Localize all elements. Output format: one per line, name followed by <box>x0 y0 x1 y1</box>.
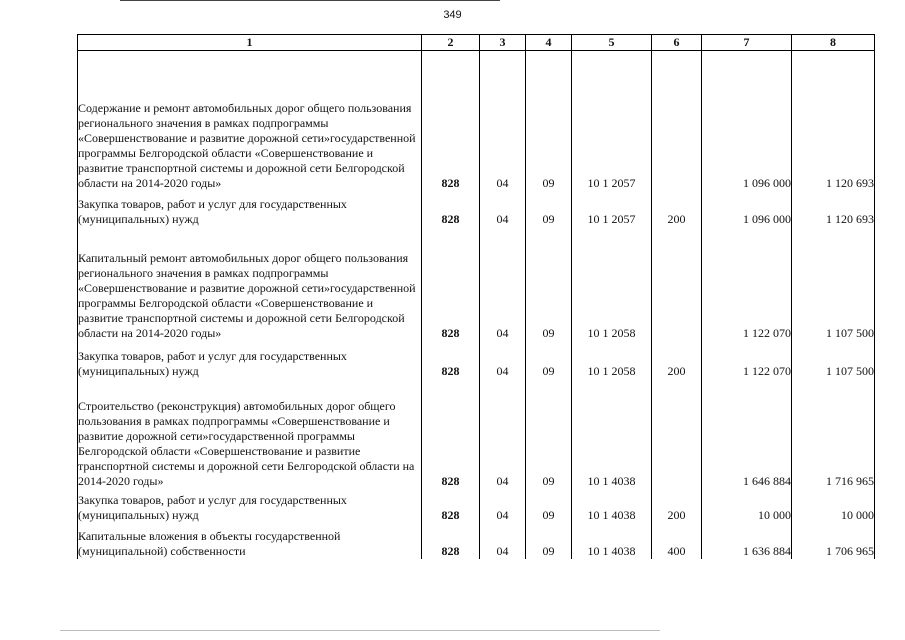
col-header-3: 3 <box>480 35 526 51</box>
row-name: Капитальный ремонт автомобильных дорог общего пользования регионального значения в рамках подпрограммы «Совершенствование и развитие дорожной сети»государственной программы Белгородской области «Совершенствование и развитие транспортной системы и дорожной сети Белгородской области на 2014-2020 годы» <box>78 227 422 341</box>
col-header-7: 7 <box>702 35 792 51</box>
row-kind: 200 <box>652 191 702 227</box>
row-sum-col8: 1 706 965 <box>792 523 875 559</box>
col-header-1: 1 <box>78 35 422 51</box>
row-code: 828 <box>422 489 480 523</box>
row-subsection: 09 <box>526 341 572 379</box>
col-header-4: 4 <box>526 35 572 51</box>
row-sum-col8: 1 107 500 <box>792 227 875 341</box>
table-row <box>78 341 875 379</box>
row-kind <box>652 227 702 341</box>
row-sum-col8: 10 000 <box>792 489 875 523</box>
row-sum-col8: 1 120 693 <box>792 191 875 227</box>
row-subsection: 09 <box>526 51 572 191</box>
row-section: 04 <box>480 489 526 523</box>
row-section: 04 <box>480 227 526 341</box>
row-section: 04 <box>480 379 526 489</box>
table-row <box>78 51 875 191</box>
row-sum-col7: 1 096 000 <box>702 191 792 227</box>
row-code: 828 <box>422 379 480 489</box>
row-kind: 200 <box>652 489 702 523</box>
row-subsection: 09 <box>526 227 572 341</box>
row-kind <box>652 51 702 191</box>
row-code: 828 <box>422 341 480 379</box>
row-kind: 400 <box>652 523 702 559</box>
row-sum-col7: 1 122 070 <box>702 227 792 341</box>
table-row <box>78 227 875 341</box>
row-sum-col8: 1 120 693 <box>792 51 875 191</box>
table-row <box>78 489 875 523</box>
row-code: 828 <box>422 523 480 559</box>
header-row <box>78 35 875 51</box>
row-subsection: 09 <box>526 489 572 523</box>
row-name: Закупка товаров, работ и услуг для государственных (муниципальных) нужд <box>78 191 422 227</box>
row-sum-col7: 1 122 070 <box>702 341 792 379</box>
row-target: 10 1 4038 <box>572 489 652 523</box>
col-header-2: 2 <box>422 35 480 51</box>
row-subsection: 09 <box>526 191 572 227</box>
row-section: 04 <box>480 341 526 379</box>
row-sum-col7: 10 000 <box>702 489 792 523</box>
row-section: 04 <box>480 523 526 559</box>
row-subsection: 09 <box>526 523 572 559</box>
table-row <box>78 523 875 559</box>
row-name: Капитальные вложения в объекты государственной (муниципальной) собственности <box>78 523 422 559</box>
row-kind <box>652 379 702 489</box>
row-name: Содержание и ремонт автомобильных дорог общего пользования регионального значения в рамках подпрограммы «Совершенствование и развитие дорожной сети»государственной программы Белгородской области «Совершенствование и развитие транспортной системы и дорожной сети Белгородской области на 2014-2020 годы» <box>78 51 422 191</box>
row-section: 04 <box>480 191 526 227</box>
table-row <box>78 191 875 227</box>
row-target: 10 1 4038 <box>572 379 652 489</box>
row-kind: 200 <box>652 341 702 379</box>
row-target: 10 1 2058 <box>572 227 652 341</box>
page-number: 349 <box>443 9 462 21</box>
row-code: 828 <box>422 51 480 191</box>
row-name: Строительство (реконструкция) автомобильных дорог общего пользования в рамках подпрограммы «Совершенствование и развитие дорожной сети»государственной программы Белгородской области «Совершенствование и развитие транспортной системы и дорожной сети Белгородской области на 2014-2020 годы» <box>78 379 422 489</box>
col-header-6: 6 <box>652 35 702 51</box>
row-name: Закупка товаров, работ и услуг для государственных (муниципальных) нужд <box>78 341 422 379</box>
col-header-8: 8 <box>792 35 875 51</box>
row-name: Закупка товаров, работ и услуг для государственных (муниципальных) нужд <box>78 489 422 523</box>
row-target: 10 1 2058 <box>572 341 652 379</box>
col-header-5: 5 <box>572 35 652 51</box>
row-target: 10 1 2057 <box>572 51 652 191</box>
row-section: 04 <box>480 51 526 191</box>
bottom-rule <box>60 630 660 631</box>
row-sum-col7: 1 646 884 <box>702 379 792 489</box>
row-target: 10 1 4038 <box>572 523 652 559</box>
row-sum-col8: 1 716 965 <box>792 379 875 489</box>
row-target: 10 1 2057 <box>572 191 652 227</box>
row-code: 828 <box>422 227 480 341</box>
table-row <box>78 379 875 489</box>
budget-table <box>77 34 875 559</box>
row-sum-col8: 1 107 500 <box>792 341 875 379</box>
row-sum-col7: 1 636 884 <box>702 523 792 559</box>
row-code: 828 <box>422 191 480 227</box>
top-rule <box>120 0 500 1</box>
row-subsection: 09 <box>526 379 572 489</box>
row-sum-col7: 1 096 000 <box>702 51 792 191</box>
